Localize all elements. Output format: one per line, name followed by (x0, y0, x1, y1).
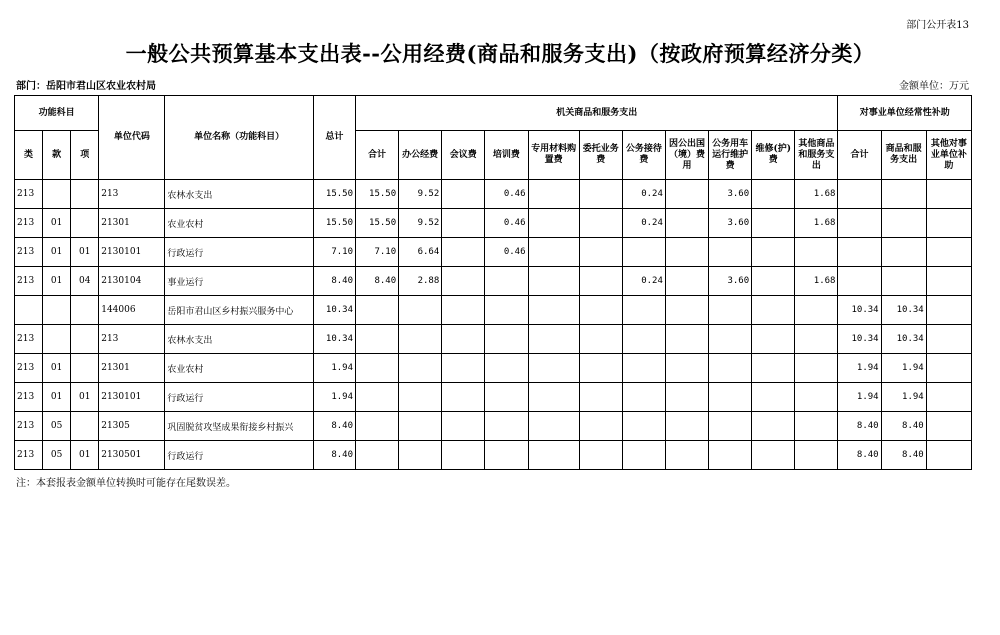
header-func-subject: 功能科目 (15, 96, 99, 131)
table-row (15, 354, 972, 383)
cell-unit-name: 农业农村 (165, 209, 313, 238)
cell-kuan: 01 (43, 354, 71, 383)
cell-org-amount (579, 209, 622, 238)
cell-subsidy-amount (838, 209, 881, 238)
cell-org-amount (622, 354, 665, 383)
cell-org-amount (752, 354, 795, 383)
cell-subsidy-amount (881, 180, 926, 209)
cell-org-amount (399, 441, 442, 470)
cell-org-amount (579, 354, 622, 383)
cell-subsidy-amount (881, 238, 926, 267)
header-lei: 类 (15, 131, 43, 180)
cell-org-amount (665, 267, 708, 296)
cell-subsidy-amount (926, 325, 971, 354)
cell-org-amount (442, 296, 485, 325)
cell-org-amount (665, 383, 708, 412)
cell-org-amount (356, 325, 399, 354)
header-repair-fee: 维修(护)费 (752, 131, 795, 180)
cell-org-amount (528, 412, 579, 441)
cell-kuan (43, 180, 71, 209)
cell-org-amount: 1.68 (795, 180, 838, 209)
cell-unit-name: 行政运行 (165, 238, 313, 267)
cell-org-amount: 1.68 (795, 209, 838, 238)
cell-xiang (71, 325, 99, 354)
cell-kuan: 05 (43, 441, 71, 470)
cell-org-amount (752, 296, 795, 325)
cell-org-amount (442, 267, 485, 296)
cell-subsidy-amount (926, 354, 971, 383)
cell-kuan (43, 325, 71, 354)
cell-org-amount (752, 238, 795, 267)
header-org-subtotal: 合计 (356, 131, 399, 180)
cell-org-amount (795, 325, 838, 354)
cell-org-amount (399, 383, 442, 412)
header-unit-code: 单位代码 (99, 96, 165, 180)
cell-org-amount (622, 296, 665, 325)
header-total: 总计 (313, 96, 355, 180)
header-other-goods: 其他商品和服务支出 (795, 131, 838, 180)
cell-unit-code: 213 (99, 325, 165, 354)
header-subsidy-other: 其他对事业单位补助 (926, 131, 971, 180)
cell-org-amount: 8.40 (356, 267, 399, 296)
table-row (15, 325, 972, 354)
cell-org-amount (752, 209, 795, 238)
cell-org-amount (442, 180, 485, 209)
cell-org-amount (709, 354, 752, 383)
cell-org-amount (485, 383, 528, 412)
cell-subsidy-amount (926, 238, 971, 267)
cell-kuan: 05 (43, 412, 71, 441)
cell-subsidy-amount (838, 267, 881, 296)
table-row (15, 209, 972, 238)
table-number-label: 部门公开表13 (906, 20, 969, 31)
cell-unit-code: 21305 (99, 412, 165, 441)
cell-subsidy-amount (838, 238, 881, 267)
cell-subsidy-amount: 10.34 (881, 296, 926, 325)
cell-org-amount (485, 325, 528, 354)
cell-subsidy-amount: 8.40 (881, 441, 926, 470)
cell-xiang (71, 354, 99, 383)
cell-subsidy-amount (881, 267, 926, 296)
cell-org-amount (709, 441, 752, 470)
cell-unit-name: 事业运行 (165, 267, 313, 296)
cell-lei: 213 (15, 412, 43, 441)
cell-org-amount: 15.50 (356, 180, 399, 209)
header-entrusted-business: 委托业务费 (579, 131, 622, 180)
cell-org-amount: 6.64 (399, 238, 442, 267)
header-special-materials: 专用材料购置费 (528, 131, 579, 180)
cell-org-amount (709, 238, 752, 267)
cell-unit-code: 144006 (99, 296, 165, 325)
cell-org-amount (795, 441, 838, 470)
cell-org-amount (442, 441, 485, 470)
cell-total: 8.40 (313, 267, 355, 296)
cell-xiang (71, 209, 99, 238)
cell-lei: 213 (15, 383, 43, 412)
cell-org-amount: 1.68 (795, 267, 838, 296)
cell-total: 15.50 (313, 209, 355, 238)
header-overseas-travel: 因公出国（境）费用 (665, 131, 708, 180)
cell-org-amount (579, 267, 622, 296)
cell-subsidy-amount (926, 296, 971, 325)
cell-org-amount (709, 296, 752, 325)
cell-org-amount (442, 354, 485, 383)
cell-org-amount (752, 325, 795, 354)
cell-org-amount (442, 383, 485, 412)
cell-total: 8.40 (313, 412, 355, 441)
cell-org-amount (795, 238, 838, 267)
cell-kuan: 01 (43, 238, 71, 267)
footnote: 注：本套报表金额单位转换时可能存在尾数误差。 (16, 478, 236, 489)
cell-unit-name: 农林水支出 (165, 325, 313, 354)
cell-org-amount (528, 325, 579, 354)
cell-subsidy-amount: 10.34 (838, 325, 881, 354)
cell-org-amount (752, 267, 795, 296)
cell-org-amount (579, 441, 622, 470)
cell-org-amount (399, 354, 442, 383)
cell-lei: 213 (15, 238, 43, 267)
table-row (15, 238, 972, 267)
cell-xiang: 01 (71, 238, 99, 267)
cell-org-amount (622, 238, 665, 267)
cell-subsidy-amount (926, 267, 971, 296)
cell-org-amount (622, 412, 665, 441)
cell-subsidy-amount: 8.40 (881, 412, 926, 441)
cell-org-amount (485, 354, 528, 383)
cell-org-amount (579, 238, 622, 267)
cell-org-amount (528, 180, 579, 209)
header-subsidy: 对事业单位经常性补助 (838, 96, 972, 131)
cell-org-amount: 0.24 (622, 180, 665, 209)
cell-unit-code: 2130101 (99, 238, 165, 267)
cell-org-amount (795, 354, 838, 383)
cell-lei (15, 296, 43, 325)
cell-org-amount (665, 238, 708, 267)
cell-org-amount (399, 412, 442, 441)
cell-org-amount: 0.24 (622, 209, 665, 238)
cell-total: 8.40 (313, 441, 355, 470)
cell-org-amount (709, 383, 752, 412)
cell-org-amount (665, 180, 708, 209)
cell-subsidy-amount: 8.40 (838, 441, 881, 470)
header-org-goods-services: 机关商品和服务支出 (356, 96, 838, 131)
cell-unit-code: 21301 (99, 354, 165, 383)
cell-subsidy-amount (926, 383, 971, 412)
cell-org-amount (442, 325, 485, 354)
cell-org-amount (665, 325, 708, 354)
cell-org-amount (579, 412, 622, 441)
cell-total: 10.34 (313, 325, 355, 354)
cell-org-amount (442, 238, 485, 267)
cell-kuan (43, 296, 71, 325)
cell-org-amount (665, 441, 708, 470)
cell-org-amount (795, 412, 838, 441)
table-row (15, 383, 972, 412)
cell-org-amount (356, 296, 399, 325)
header-training-fee: 培训费 (485, 131, 528, 180)
cell-org-amount (442, 412, 485, 441)
cell-org-amount: 2.88 (399, 267, 442, 296)
table-row (15, 267, 972, 296)
table-row (15, 441, 972, 470)
cell-lei: 213 (15, 180, 43, 209)
cell-unit-code: 2130104 (99, 267, 165, 296)
cell-org-amount: 0.24 (622, 267, 665, 296)
department-label: 部门：岳阳市君山区农业农村局 (16, 81, 156, 92)
cell-org-amount (579, 325, 622, 354)
table-row (15, 412, 972, 441)
header-vehicle-maintenance: 公务用车运行维护费 (709, 131, 752, 180)
cell-xiang: 01 (71, 383, 99, 412)
cell-org-amount (579, 383, 622, 412)
cell-subsidy-amount (926, 180, 971, 209)
cell-total: 1.94 (313, 383, 355, 412)
cell-xiang (71, 296, 99, 325)
cell-total: 15.50 (313, 180, 355, 209)
cell-lei: 213 (15, 354, 43, 383)
cell-subsidy-amount: 1.94 (881, 383, 926, 412)
cell-org-amount (795, 383, 838, 412)
cell-unit-code: 213 (99, 180, 165, 209)
cell-xiang: 04 (71, 267, 99, 296)
cell-xiang (71, 180, 99, 209)
cell-subsidy-amount (926, 209, 971, 238)
cell-subsidy-amount (838, 180, 881, 209)
cell-org-amount: 0.46 (485, 238, 528, 267)
cell-unit-name: 岳阳市君山区乡村振兴服务中心 (165, 296, 313, 325)
cell-subsidy-amount (926, 441, 971, 470)
cell-org-amount (356, 412, 399, 441)
cell-org-amount (622, 441, 665, 470)
cell-org-amount (665, 209, 708, 238)
cell-org-amount (622, 383, 665, 412)
header-office-expense: 办公经费 (399, 131, 442, 180)
cell-kuan: 01 (43, 267, 71, 296)
cell-unit-code: 2130101 (99, 383, 165, 412)
header-meeting-fee: 会议费 (442, 131, 485, 180)
cell-org-amount (752, 441, 795, 470)
cell-org-amount: 3.60 (709, 209, 752, 238)
cell-org-amount: 9.52 (399, 209, 442, 238)
budget-table (14, 95, 972, 470)
cell-kuan: 01 (43, 383, 71, 412)
cell-subsidy-amount: 8.40 (838, 412, 881, 441)
cell-org-amount (399, 296, 442, 325)
table-row (15, 180, 972, 209)
cell-total: 1.94 (313, 354, 355, 383)
cell-subsidy-amount: 1.94 (838, 383, 881, 412)
cell-org-amount (665, 354, 708, 383)
cell-org-amount (528, 354, 579, 383)
cell-org-amount (528, 267, 579, 296)
cell-org-amount (528, 209, 579, 238)
cell-subsidy-amount: 1.94 (881, 354, 926, 383)
cell-org-amount (709, 325, 752, 354)
cell-org-amount (752, 412, 795, 441)
cell-org-amount (622, 325, 665, 354)
cell-org-amount (579, 296, 622, 325)
table-row (15, 296, 972, 325)
cell-subsidy-amount (881, 209, 926, 238)
cell-unit-name: 行政运行 (165, 383, 313, 412)
cell-xiang (71, 412, 99, 441)
cell-org-amount: 7.10 (356, 238, 399, 267)
cell-kuan: 01 (43, 209, 71, 238)
cell-unit-code: 21301 (99, 209, 165, 238)
header-subsidy-goods: 商品和服务支出 (881, 131, 926, 180)
cell-lei: 213 (15, 441, 43, 470)
cell-org-amount (485, 412, 528, 441)
currency-unit-label: 金额单位：万元 (899, 81, 969, 92)
cell-org-amount (528, 296, 579, 325)
cell-org-amount: 0.46 (485, 180, 528, 209)
cell-org-amount (356, 383, 399, 412)
cell-org-amount (665, 412, 708, 441)
page-title: 一般公共预算基本支出表--公用经费(商品和服务支出)（按政府预算经济分类） (125, 41, 875, 66)
header-xiang: 项 (71, 131, 99, 180)
cell-org-amount: 3.60 (709, 267, 752, 296)
cell-subsidy-amount: 1.94 (838, 354, 881, 383)
cell-org-amount: 15.50 (356, 209, 399, 238)
header-unit-name: 单位名称（功能科目） (165, 96, 313, 180)
cell-org-amount: 3.60 (709, 180, 752, 209)
cell-org-amount (795, 296, 838, 325)
header-kuan: 款 (43, 131, 71, 180)
cell-org-amount (709, 412, 752, 441)
cell-unit-name: 农业农村 (165, 354, 313, 383)
header-official-reception: 公务接待费 (622, 131, 665, 180)
cell-org-amount (442, 209, 485, 238)
cell-total: 7.10 (313, 238, 355, 267)
cell-unit-name: 农林水支出 (165, 180, 313, 209)
cell-xiang: 01 (71, 441, 99, 470)
cell-org-amount (579, 180, 622, 209)
cell-total: 10.34 (313, 296, 355, 325)
cell-org-amount (485, 267, 528, 296)
cell-lei: 213 (15, 209, 43, 238)
cell-org-amount (752, 383, 795, 412)
cell-org-amount: 9.52 (399, 180, 442, 209)
cell-org-amount (752, 180, 795, 209)
header-subsidy-subtotal: 合计 (838, 131, 881, 180)
cell-subsidy-amount: 10.34 (881, 325, 926, 354)
cell-org-amount (528, 383, 579, 412)
cell-org-amount (665, 296, 708, 325)
cell-unit-code: 2130501 (99, 441, 165, 470)
cell-org-amount (399, 325, 442, 354)
cell-lei: 213 (15, 267, 43, 296)
cell-org-amount: 0.46 (485, 209, 528, 238)
cell-unit-name: 巩固脱贫攻坚成果衔接乡村振兴 (165, 412, 313, 441)
cell-subsidy-amount (926, 412, 971, 441)
cell-org-amount (528, 238, 579, 267)
cell-org-amount (356, 354, 399, 383)
cell-org-amount (485, 441, 528, 470)
cell-lei: 213 (15, 325, 43, 354)
cell-org-amount (528, 441, 579, 470)
cell-org-amount (356, 441, 399, 470)
cell-unit-name: 行政运行 (165, 441, 313, 470)
cell-org-amount (485, 296, 528, 325)
cell-subsidy-amount: 10.34 (838, 296, 881, 325)
